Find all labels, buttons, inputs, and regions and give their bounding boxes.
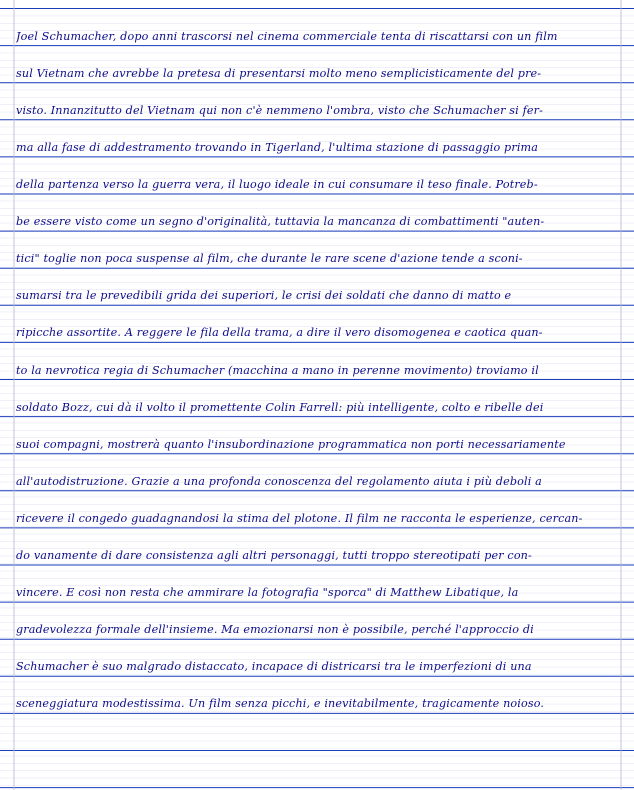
- handwritten-line: do vanamente di dare consistenza agli altri personaggi, tutti troppo stereotipati per con-: [16, 549, 532, 562]
- handwritten-line: tici" toglie non poca suspense al film, che durante le rare scene d'azione tende a sconi-: [16, 252, 523, 266]
- handwritten-line: to la nevrotica regia di Schumacher (macchina a mano in perenne movimento) troviamo il: [16, 363, 539, 377]
- handwritten-line: soldato Bozz, cui dà il volto il promettente Colin Farrell: più intelligente, colto e ribelle dei: [16, 400, 544, 414]
- handwritten-line: sceneggiatura modestissima. Un film senza picchi, e inevitabilmente, tragicamente noioso.: [16, 697, 545, 711]
- handwritten-line: all'autodistruzione. Grazie a una profonda conoscenza del regolamento aiuta i più deboli a: [16, 474, 542, 488]
- handwritten-line: della partenza verso la guerra vera, il luogo ideale in cui consumare il teso finale. Potreb-: [16, 178, 538, 191]
- handwritten-line: ma alla fase di addestramento trovando in Tigerland, l'ultima stazione di passaggio prima: [16, 140, 539, 154]
- handwritten-line: sul Vietnam che avrebbe la pretesa di presentarsi molto meno semplicisticamente del pre-: [16, 66, 542, 80]
- handwritten-line: suoi compagni, mostrerà quanto l'insubordinazione programmatica non porti necessariamente: [16, 437, 566, 451]
- handwritten-line: visto. Innanzitutto del Vietnam qui non c'è nemmeno l'ombra, visto che Schumacher si fer-: [16, 103, 544, 117]
- handwritten-line: ricevere il congedo guadagnandosi la stima del plotone. Il film ne racconta le esperienze, cercan-: [16, 511, 583, 525]
- handwritten-line: be essere visto come un segno d'originalità, tuttavia la mancanza di combattimenti "auten-: [16, 215, 545, 229]
- handwritten-line: sumarsi tra le prevedibili grida dei superiori, le crisi dei soldati che danno di matto e: [16, 289, 512, 303]
- handwritten-line: Joel Schumacher, dopo anni trascorsi nel cinema commerciale tenta di riscattarsi con un film: [16, 29, 558, 43]
- handwritten-line: ripicche assortite. A reggere le fila della trama, a dire il vero disomogenea e caotica quan-: [16, 326, 543, 340]
- handwritten-line: gradevolezza formale dell'insieme. Ma emozionarsi non è possibile, perché l'approccio di: [16, 623, 534, 637]
- handwritten-line: vincere. E così non resta che ammirare la fotografia "sporca" di Matthew Libatique, la: [16, 586, 519, 600]
- handwritten-line: Schumacher è suo malgrado distaccato, incapace di districarsi tra le imperfezioni di una: [16, 660, 532, 674]
